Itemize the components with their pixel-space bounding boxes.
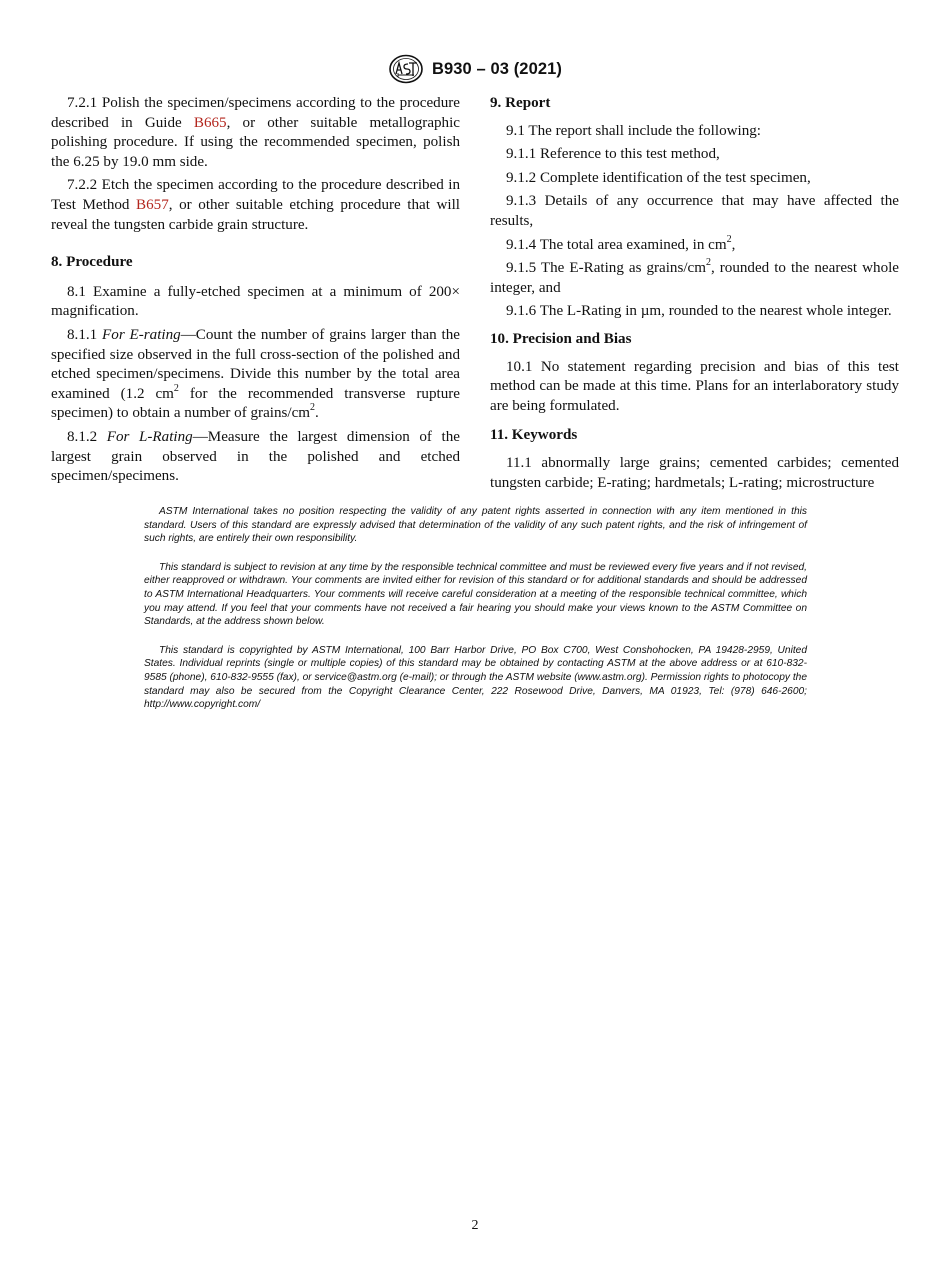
paragraph-text: for the recommended transverse rupture specimen) to obtain a number of grains/cm <box>51 385 460 422</box>
right-column <box>490 94 899 497</box>
paragraph-number: 8.1.2 <box>67 428 98 445</box>
page-number: 2 <box>471 1218 479 1233</box>
superscript: 2 <box>705 257 711 269</box>
paragraph-text: . <box>315 405 319 422</box>
paragraph-text: Examine a fully-etched specimen at a minimum of 200× magnification. <box>51 283 460 320</box>
paragraph-text: 9.1.4 The total area examined, in cm <box>506 236 727 253</box>
link-b665[interactable]: B665 <box>193 114 227 131</box>
paragraph-8-1 <box>51 283 460 322</box>
paragraph-7-2-1 <box>51 94 460 172</box>
paragraph-number: 8.1.1 <box>67 326 98 343</box>
superscript: 2 <box>310 402 316 414</box>
paragraph-label: For E-rating <box>102 326 181 343</box>
paragraph-text: 9.1.5 The E-Rating as grains/cm <box>506 260 706 277</box>
copyright-notice: This standard is copyrighted by ASTM International, 100 Barr Harbor Drive, PO Box C700, West Conshohocken, PA 19428-2959, United States. Individual reprints (single or multiple copies) of this standard may be obtained by contacting ASTM at the above address or at 610-832-9585 (phone), 610-832-9555 (fax), or service@astm.org (e-mail); or through the ASTM website (www.astm.org). Permission rights to photocopy the standard may also be secured from the Copyright Clearance Center, 222 Rosewood Drive, Danvers, MA 01923, Tel: (978) 646-2600; http://www.copyright.com/ <box>144 644 807 711</box>
link-b657[interactable]: B657 <box>136 196 169 213</box>
astm-logo-icon <box>388 54 424 84</box>
paragraph-text: Etch the specimen according to the procedure described in Test Method <box>51 177 460 213</box>
paragraph-text: , rounded to the nearest whole integer, and <box>490 260 900 296</box>
paragraph-11-1: 11.1 abnormally large grains; cemented carbides; cemented tungsten carbide; E-rating; hardmetals; L-rating; microstructure <box>490 454 899 491</box>
paragraph-text: Polish the specimen/specimens according to the procedure described in Guide <box>51 95 460 131</box>
section-11-heading: 11. Keywords <box>490 427 578 444</box>
paragraph-9-1-2: 9.1.2 Complete identification of the test specimen, <box>506 169 811 186</box>
paragraph-9-1-6: 9.1.6 The L-Rating in µm, rounded to the nearest whole integer. <box>506 303 892 320</box>
paragraph-number: 7.2.1 <box>67 95 98 111</box>
revision-notice: This standard is subject to revision at any time by the responsible technical committee and must be reviewed every five years and if not revised, either reapproved or withdrawn. Your comments are invited either for revision of this standard or for additional standards and should be addressed to ASTM International Headquarters. Your comments will receive careful consideration at a meeting of the responsible technical committee, which you may attend. If you feel that your comments have not received a fair hearing you should make your views known to the ASTM Committee on Standards, at the address shown below. <box>144 561 807 628</box>
patent-notice: ASTM International takes no position respecting the validity of any patent rights asserted in connection with any item mentioned in this standard. Users of this standard are expressly advised that determination of the validity of any such patent rights, and the risk of infringement of such rights, are entirely their own responsibility. <box>144 506 807 545</box>
paragraph-9-1-1: 9.1.1 Reference to this test method, <box>506 146 720 163</box>
paragraph-label: For L-Rating <box>106 428 193 445</box>
paragraph-8-1-1 <box>51 326 460 424</box>
legal-notices <box>144 505 807 727</box>
paragraph-9-1-5 <box>490 259 899 298</box>
paragraph-8-1-2 <box>51 428 460 487</box>
standard-designation: B930 – 03 (2021) <box>431 59 563 78</box>
paragraph-text: , or other suitable metallographic polishing procedure. If using the recommended specimen, polish the 6.25 by 19.0 mm side. <box>51 114 460 170</box>
paragraph-number: 8.1 <box>67 283 86 300</box>
section-10-heading: 10. Precision and Bias <box>490 330 632 347</box>
superscript: 2 <box>726 233 732 245</box>
paragraph-9-1: 9.1 The report shall include the following: <box>506 122 762 139</box>
superscript: 2 <box>173 382 179 394</box>
paragraph-10-1: 10.1 No statement regarding precision and bias of this test method can be made at this time. Plans for an interlaboratory study are being formulated. <box>490 358 899 414</box>
paragraph-9-1-4 <box>490 233 899 256</box>
paragraph-number: 7.2.2 <box>67 177 98 194</box>
left-column <box>51 94 460 491</box>
paragraph-text: —Measure the largest dimension of the largest grain observed in the polished and etched specimen/specimens. <box>51 428 460 485</box>
section-9-heading: 9. Report <box>490 95 551 111</box>
paragraph-9-1-3: 9.1.3 Details of any occurrence that may have affected the results, <box>490 193 899 229</box>
section-8-heading: 8. Procedure <box>51 254 133 271</box>
page-header <box>0 54 950 84</box>
paragraph-text: , or other suitable etching procedure that will reveal the tungsten carbide grain structure. <box>51 196 460 233</box>
paragraph-7-2-2 <box>51 176 460 235</box>
paragraph-text: —Count the number of grains larger than the specified size observed in the full cross-section of the polished and etched specimen/specimens. Divide this number by the total area examined (1.2 cm <box>51 326 460 402</box>
paragraph-text: , <box>731 236 736 253</box>
